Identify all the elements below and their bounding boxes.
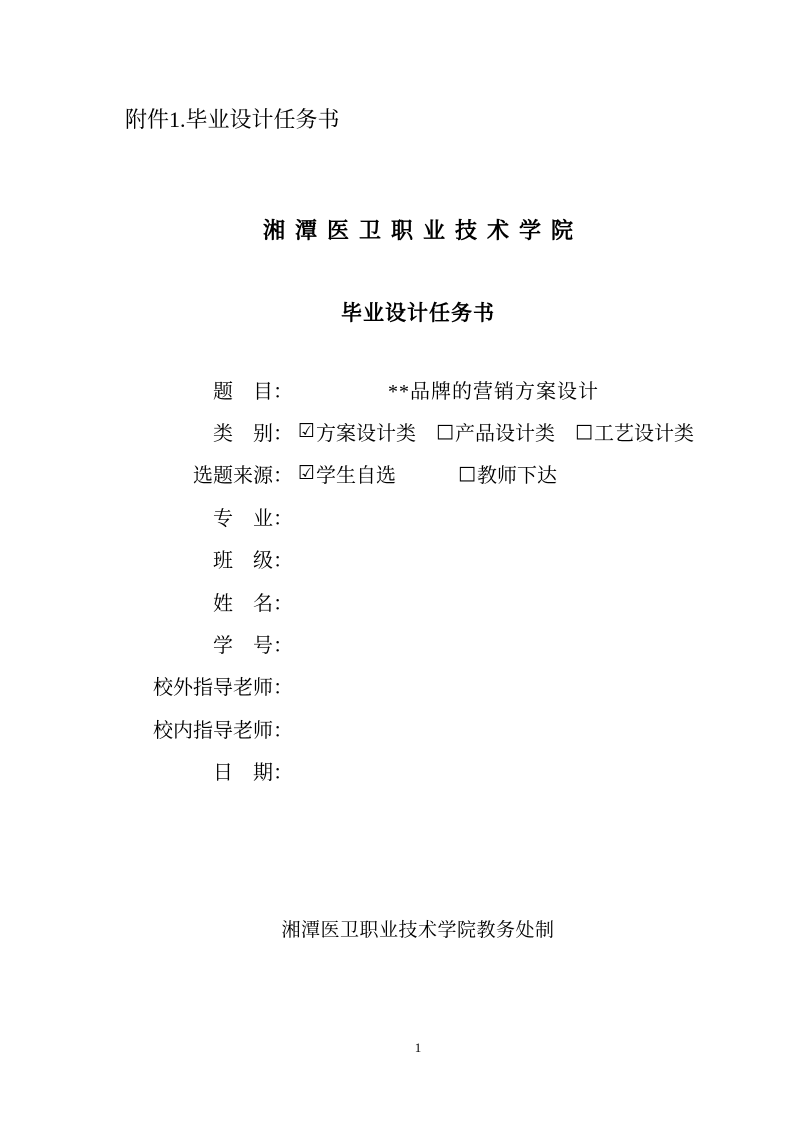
field-row-internal-advisor: [123, 707, 717, 749]
category-option-plan-label: 方案设计类: [316, 423, 417, 446]
checkbox-checked-icon[interactable]: ☑: [298, 420, 316, 443]
cover-form: [123, 368, 717, 792]
internal-advisor-label: 校内指导老师：: [153, 719, 293, 742]
date-label: 日 期：: [213, 762, 293, 785]
checkbox-checked-icon[interactable]: ☑: [298, 462, 316, 485]
category-option-product-label: 产品设计类: [455, 423, 555, 446]
source-option-teacher[interactable]: [458, 459, 557, 488]
field-row-source: [123, 453, 717, 495]
field-row-student-id: [123, 622, 717, 664]
field-row-external-advisor: [123, 665, 717, 707]
field-row-category: [123, 410, 717, 452]
name-value-field[interactable]: [298, 587, 498, 615]
field-row-topic: [123, 368, 717, 410]
school-name-title: 湘潭医卫职业技术学院: [262, 219, 583, 244]
issuer-line: 湘潭医卫职业技术学院教务处制: [281, 920, 555, 941]
topic-value: **品牌的营销方案设计: [388, 380, 599, 403]
field-row-major: [123, 495, 717, 537]
major-value-field[interactable]: [298, 502, 498, 530]
source-option-student-label: 学生自选: [316, 465, 397, 488]
page-number: 1: [414, 1040, 422, 1055]
checkbox-unchecked-icon[interactable]: □: [575, 420, 593, 443]
student-id-label: 学 号：: [213, 635, 293, 658]
checkbox-unchecked-icon[interactable]: □: [458, 462, 476, 485]
source-option-student[interactable]: [298, 459, 396, 488]
field-row-class: [123, 538, 717, 580]
topic-label: 题 目：: [213, 380, 293, 403]
field-row-name: [123, 580, 717, 622]
category-label: 类 别：: [213, 423, 293, 446]
external-advisor-label: 校外指导老师：: [153, 677, 293, 700]
name-label: 姓 名：: [213, 592, 293, 615]
category-option-craft[interactable]: [575, 417, 694, 446]
category-option-plan[interactable]: [298, 417, 416, 446]
external-advisor-value-field[interactable]: [298, 672, 498, 700]
major-label: 专 业：: [213, 507, 293, 530]
class-label: 班 级：: [213, 550, 293, 573]
category-option-craft-label: 工艺设计类: [593, 423, 694, 446]
source-option-teacher-label: 教师下达: [477, 465, 557, 488]
checkbox-unchecked-icon[interactable]: □: [436, 420, 454, 443]
field-row-date: [123, 750, 717, 792]
document-title: 毕业设计任务书: [341, 301, 495, 325]
date-value-field[interactable]: [298, 757, 498, 785]
internal-advisor-value-field[interactable]: [298, 714, 498, 742]
attachment-note: 附件1.毕业设计任务书: [125, 107, 340, 132]
source-label: 选题来源：: [193, 465, 293, 488]
category-option-product[interactable]: [436, 417, 555, 446]
student-id-value-field[interactable]: [298, 630, 498, 658]
class-value-field[interactable]: [298, 545, 498, 573]
